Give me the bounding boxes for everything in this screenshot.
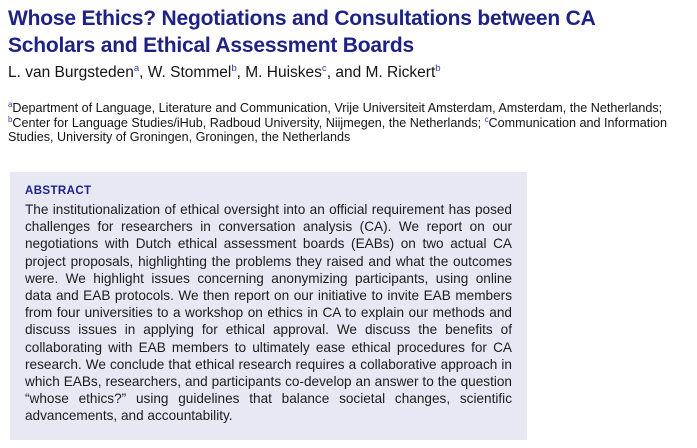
abstract-text: The institutionalization of ethical oversight into an official requirement has posed challenges for researchers in conversation analysis (CA). We report on our negotiations with Dutch ethical assessment boards (EABs) on two actual CA project proposals, highlighting the problems they raised and what the outcomes were. We highlight issues concerning anonymizing participants, using online data and EAB protocols. We then report on our initiative to invite EAB members from four universities to a workshop on ethics in CA to explain our methods and discuss issues in applying for ethical approval. We discuss the benefits of collaborating with EAB members to ultimately ease ethical procedures for CA research. We conclude that ethical research requires a collaborative approach in which EABs, researchers, and participants co-develop an answer to the question “whose ethics?” using guidelines that balance societal changes, scientific advancements, and accountability. <box>25 202 512 424</box>
author-name: , W. Stommel <box>139 64 232 81</box>
affiliation-superscript: a <box>8 99 13 109</box>
affiliation-text: Center for Language Studies/iHub, Radboud University, Niijmegen, the Netherlands; <box>12 115 485 130</box>
paper-title-line2: Scholars and Ethical Assessment Boards <box>8 34 414 57</box>
author-name: , and M. Rickert <box>326 64 436 81</box>
paper-title-line1: Whose Ethics? Negotiations and Consultations between CA <box>8 7 596 30</box>
author-affiliation-superscript: c <box>321 62 327 74</box>
affiliation-text: Department of Language, Literature and Communication, Vrije Universiteit Amsterdam, Amsterdam, the Netherlands; <box>12 101 663 115</box>
affiliation-superscript: b <box>8 114 13 124</box>
author-affiliation-superscript: a <box>133 62 140 74</box>
affiliation-superscript: c <box>484 114 489 124</box>
affiliation-text: Communication and Information Studies, University of Groningen, Groningen, the Netherlands <box>8 115 668 145</box>
authors-line <box>8 63 693 83</box>
author-name: , M. Huiskes <box>236 64 322 81</box>
author-affiliation-superscript: b <box>435 62 441 74</box>
author-affiliation-superscript: b <box>231 62 237 74</box>
paper-title <box>8 5 693 59</box>
author-name: L. van Burgsteden <box>8 64 134 81</box>
abstract-box <box>10 172 527 440</box>
abstract-heading: ABSTRACT <box>25 185 92 197</box>
affiliations <box>8 101 692 145</box>
